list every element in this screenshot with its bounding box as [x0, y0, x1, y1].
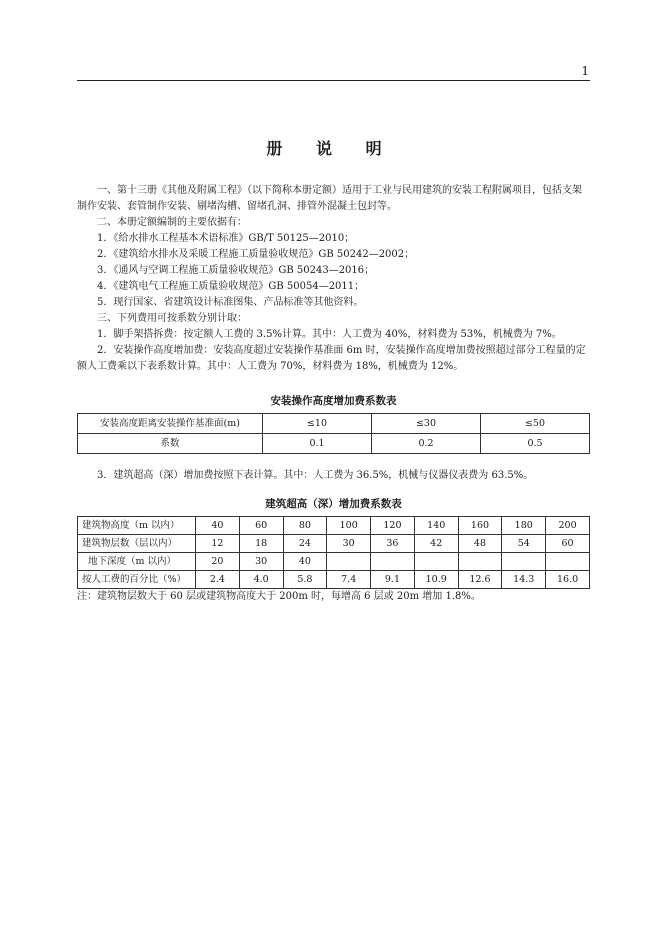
table-cell: 30 — [239, 553, 283, 571]
table-cell: ≤30 — [372, 414, 481, 434]
table-cell: 9.1 — [371, 571, 415, 589]
fee-item-1: 1．脚手架搭拆费：按定额人工费的 3.5%计算。其中：人工费为 40%，材料费为 53%，机械费为 7%。 — [97, 329, 562, 340]
row-label: 建筑物高度（m 以内） — [78, 517, 196, 535]
table-cell: 140 — [414, 517, 458, 535]
row-label: 地下深度（m 以内） — [78, 553, 196, 571]
table-cell — [327, 553, 371, 571]
table-cell: ≤50 — [481, 414, 590, 434]
table-cell: 60 — [546, 535, 590, 553]
table-cell — [546, 553, 590, 571]
table-cell: 80 — [283, 517, 327, 535]
table-cell: 14.3 — [502, 571, 546, 589]
table-cell: 160 — [458, 517, 502, 535]
table-cell: 36 — [371, 535, 415, 553]
basis-item-4: 4．《建筑电气工程施工质量验收规范》GB 50054—2011； — [97, 281, 365, 292]
table-row — [78, 414, 590, 434]
table-cell: 16.0 — [546, 571, 590, 589]
table-cell — [502, 553, 546, 571]
row-label: 建筑物层数（层以内） — [78, 535, 196, 553]
table-cell: 2.4 — [196, 571, 240, 589]
table-row — [78, 434, 590, 454]
table-cell: 48 — [458, 535, 502, 553]
header-rule — [77, 80, 590, 81]
table-cell: 0.1 — [263, 434, 372, 454]
basis-item-1: 1．《给水排水工程基本术语标准》GB/T 50125—2010； — [97, 233, 355, 244]
table-cell: 40 — [283, 553, 327, 571]
table-row — [78, 517, 590, 535]
table-row — [78, 535, 590, 553]
fee-item-3: 3．建筑超高（深）增加费按照下表计算。其中：人工费为 36.5%，机械与仪器仪表费为 63.5%。 — [97, 470, 534, 481]
basis-item-5: 5．现行国家、省建筑设计标准图集、产品标准等其他资料。 — [97, 297, 364, 308]
table-cell — [371, 553, 415, 571]
paragraph-scope: 一、第十三册《其他及附属工程》（以下简称本册定额）适用于工业与民用建筑的安装工程附属项目，包括支架制作安装、套管制作安装、剔堵沟槽、留堵孔洞、排管外混凝土包封等。 — [77, 185, 582, 212]
basis-item-3: 3．《通风与空调工程施工质量验收规范》GB 50243—2016； — [97, 265, 375, 276]
table2-title: 建筑超高（深）增加费系数表 — [265, 498, 402, 510]
table-row — [78, 553, 590, 571]
table-cell: 24 — [283, 535, 327, 553]
table-cell: 180 — [502, 517, 546, 535]
table-cell — [414, 553, 458, 571]
table1-title: 安装操作高度增加费系数表 — [270, 395, 397, 407]
table-cell: 4.0 — [239, 571, 283, 589]
height-coefficient-table — [77, 413, 590, 454]
paragraph-basis-heading: 二、本册定额编制的主要依据有： — [97, 217, 247, 228]
superheight-coefficient-table — [77, 516, 590, 589]
table-cell: 18 — [239, 535, 283, 553]
table-cell: 42 — [414, 535, 458, 553]
document-body — [77, 183, 590, 605]
table-cell: ≤10 — [263, 414, 372, 434]
table-cell: 54 — [502, 535, 546, 553]
table-cell: 系数 — [78, 434, 263, 454]
table-cell: 12.6 — [458, 571, 502, 589]
paragraph-fees-heading: 三、下列费用可按系数分别计取： — [97, 313, 247, 324]
table-cell: 0.2 — [372, 434, 481, 454]
table-cell — [458, 553, 502, 571]
fee-item-2: 2．安装操作高度增加费：安装高度超过安装操作基准面 6m 时，安装操作高度增加费按照超过部分工程量的定额人工费乘以下表系数计算。其中：人工费为 70%，材料费为 18%，机械费为 12%。 — [77, 345, 586, 372]
table-cell: 200 — [546, 517, 590, 535]
table-cell: 40 — [196, 517, 240, 535]
table-cell: 10.9 — [414, 571, 458, 589]
row-label: 按人工费的百分比（%） — [78, 571, 196, 589]
table-cell: 20 — [196, 553, 240, 571]
table-cell: 安装高度距离安装操作基准面(m) — [78, 414, 263, 434]
page-number: 1 — [581, 64, 589, 78]
basis-item-2: 2．《建筑给水排水及采暖工程施工质量验收规范》GB 50242—2002； — [97, 249, 415, 260]
page-title: 册 说 明 — [266, 139, 396, 158]
table-note: 注：建筑物层数大于 60 层或建筑物高度大于 200m 时，每增高 6 层或 20m 增加 1.8%。 — [77, 591, 481, 602]
table-cell: 60 — [239, 517, 283, 535]
table-cell: 100 — [327, 517, 371, 535]
table-cell: 30 — [327, 535, 371, 553]
table-cell: 120 — [371, 517, 415, 535]
table-row — [78, 571, 590, 589]
table-cell: 5.8 — [283, 571, 327, 589]
table-cell: 7.4 — [327, 571, 371, 589]
table-cell: 0.5 — [481, 434, 590, 454]
table-cell: 12 — [196, 535, 240, 553]
